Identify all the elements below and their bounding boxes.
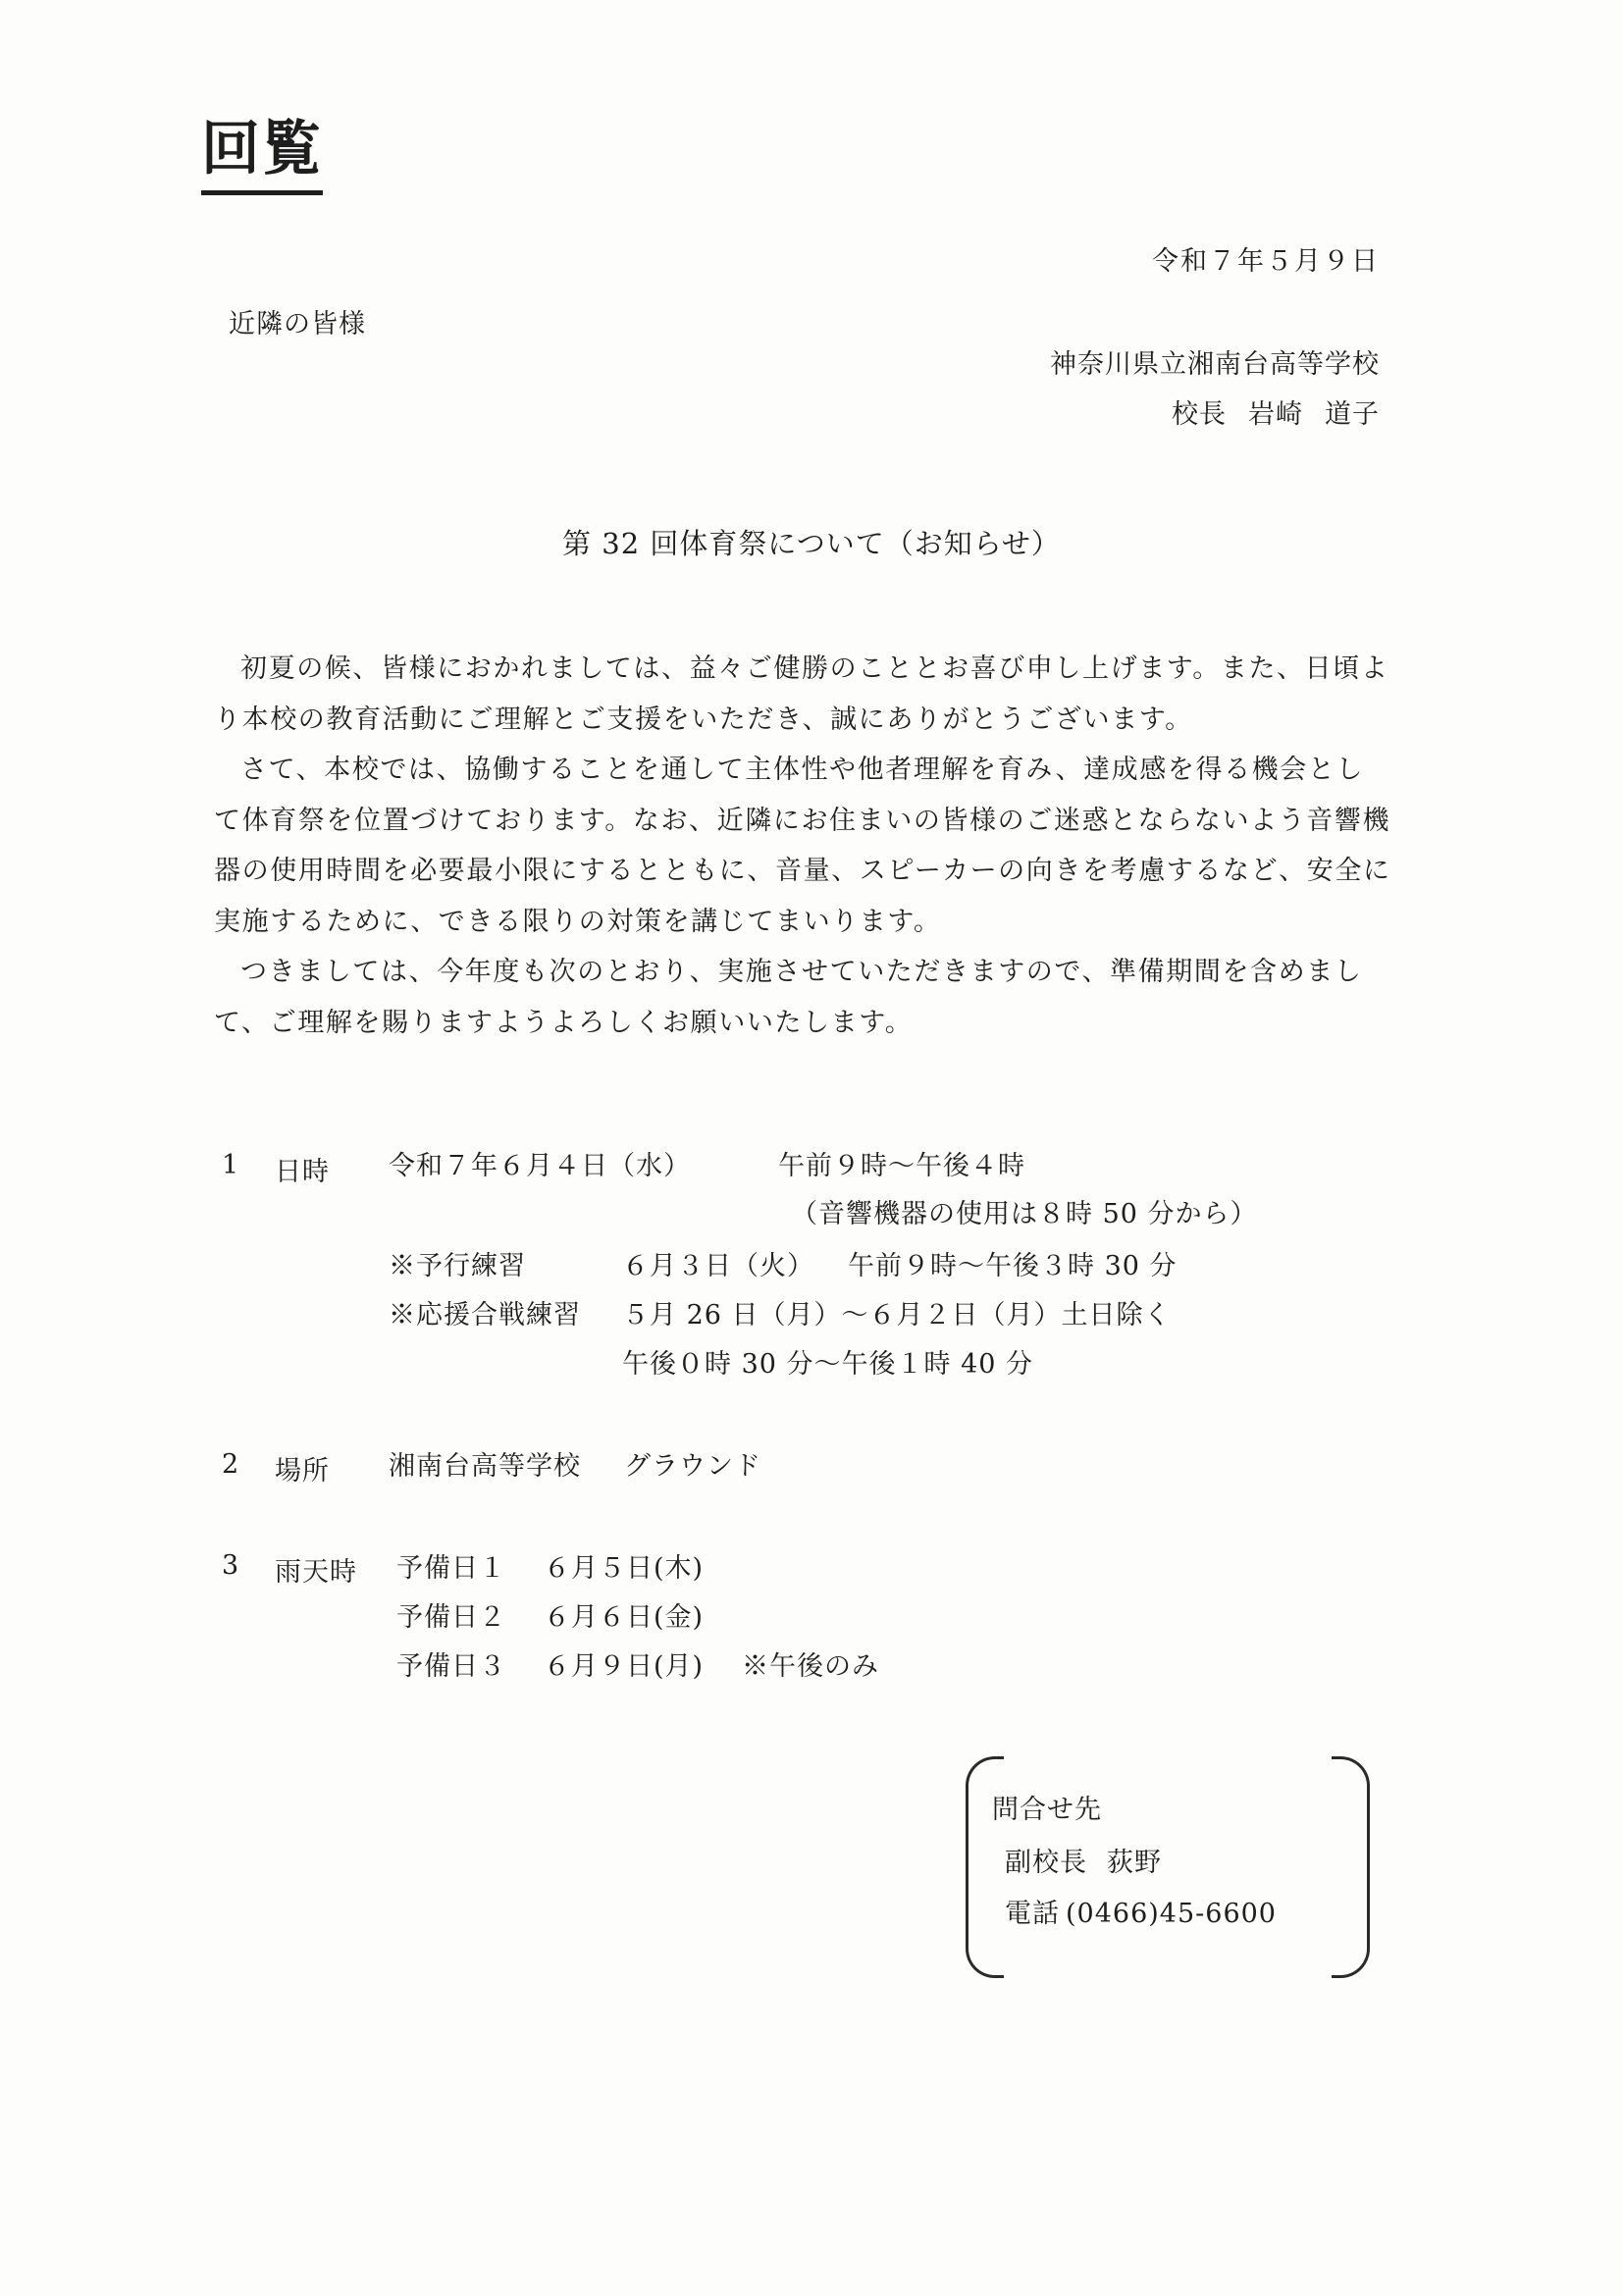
reserve-day-date: ６月５日(木) [544, 1553, 705, 1584]
contact-heading: 問合せ先 [992, 1795, 1102, 1825]
venue-field: グラウンド [624, 1451, 761, 1482]
contact-box-right-bracket [1332, 1756, 1370, 1978]
rehearsal-time: 午前９時～午後３時 30 分 [848, 1251, 1178, 1281]
venue-school: 湘南台高等学校 [389, 1451, 581, 1482]
principal-name [1248, 399, 1380, 430]
section-label-rain: 雨天時 [275, 1557, 357, 1588]
cheer-practice-period: ５月 26 日（月）～６月２日（月）土日除く [622, 1300, 1172, 1331]
reserve-day-label: 予備日３ [396, 1651, 506, 1682]
reserve-day-label: 予備日１ [396, 1553, 506, 1584]
body-paragraph-request: つきましては、今年度も次のとおり、実施させていただきますので、準備期間を含めまして、ご理解を賜りますようよろしくお願いいたします。 [214, 957, 1363, 1038]
cheer-practice-time: 午後０時 30 分～午後１時 40 分 [622, 1349, 1034, 1380]
body-text [214, 644, 1391, 1048]
reserve-day-date: ６月６日(金) [544, 1602, 705, 1633]
circulation-label: 回覧 [201, 110, 323, 195]
contact-phone [1005, 1892, 1277, 1930]
principal-given-name: 道子 [1325, 399, 1380, 430]
audio-equipment-note: （音響機器の使用は８時 50 分から） [791, 1199, 1258, 1229]
section-number: 3 [222, 1550, 240, 1581]
contact-person [1005, 1841, 1162, 1879]
principal-title: 校長 [1172, 399, 1227, 430]
body-paragraph-greeting: 初夏の候、皆様におかれましては、益々ご健勝のこととお喜び申し上げます。また、日頃より本校の教育活動にご理解とご支援をいただき、誠にありがとうございます。 [214, 653, 1389, 735]
reserve-day-date: ６月９日(月) [544, 1651, 705, 1682]
body-paragraph-purpose: さて、本校では、協働することを通して主体性や他者理解を育み、達成感を得る機会として体育祭を位置づけております。なお、近隣にお住まいの皆様のご迷惑とならないよう音響機器の使用時間を必要最小限にするとともに、音量、スピーカーの向きを考慮するなど、安全に実施するために、できる限りの対策を講じてまいります。 [214, 755, 1391, 937]
section-label-datetime: 日時 [275, 1157, 330, 1187]
contact-role: 副校長 [1005, 1848, 1087, 1878]
rehearsal-date: ６月３日（火） [622, 1251, 814, 1281]
sender-school: 神奈川県立湘南台高等学校 [1050, 349, 1380, 380]
event-time: 午前９時～午後４時 [778, 1151, 1025, 1181]
contact-phone-label: 電話 [1005, 1899, 1060, 1929]
document-title: 第 32 回体育祭について（お知らせ） [562, 527, 1061, 560]
recipient: 近隣の皆様 [229, 309, 366, 339]
principal-surname: 岩崎 [1248, 399, 1303, 430]
contact-phone-number: (0466)45-6600 [1066, 1899, 1277, 1929]
reserve-day-label: 予備日２ [396, 1602, 506, 1633]
event-date: 令和７年６月４日（水） [389, 1151, 691, 1181]
sender-principal [1172, 392, 1380, 431]
issue-date: 令和７年５月９日 [1152, 246, 1380, 277]
contact-name: 荻野 [1107, 1848, 1162, 1878]
rehearsal-label: ※予行練習 [389, 1251, 526, 1281]
section-label-place: 場所 [275, 1456, 330, 1487]
section-number: 1 [222, 1150, 240, 1180]
section-number: 2 [222, 1449, 240, 1480]
reserve-day-note: ※午後のみ [742, 1651, 879, 1682]
cheer-practice-label: ※応援合戦練習 [389, 1300, 581, 1331]
